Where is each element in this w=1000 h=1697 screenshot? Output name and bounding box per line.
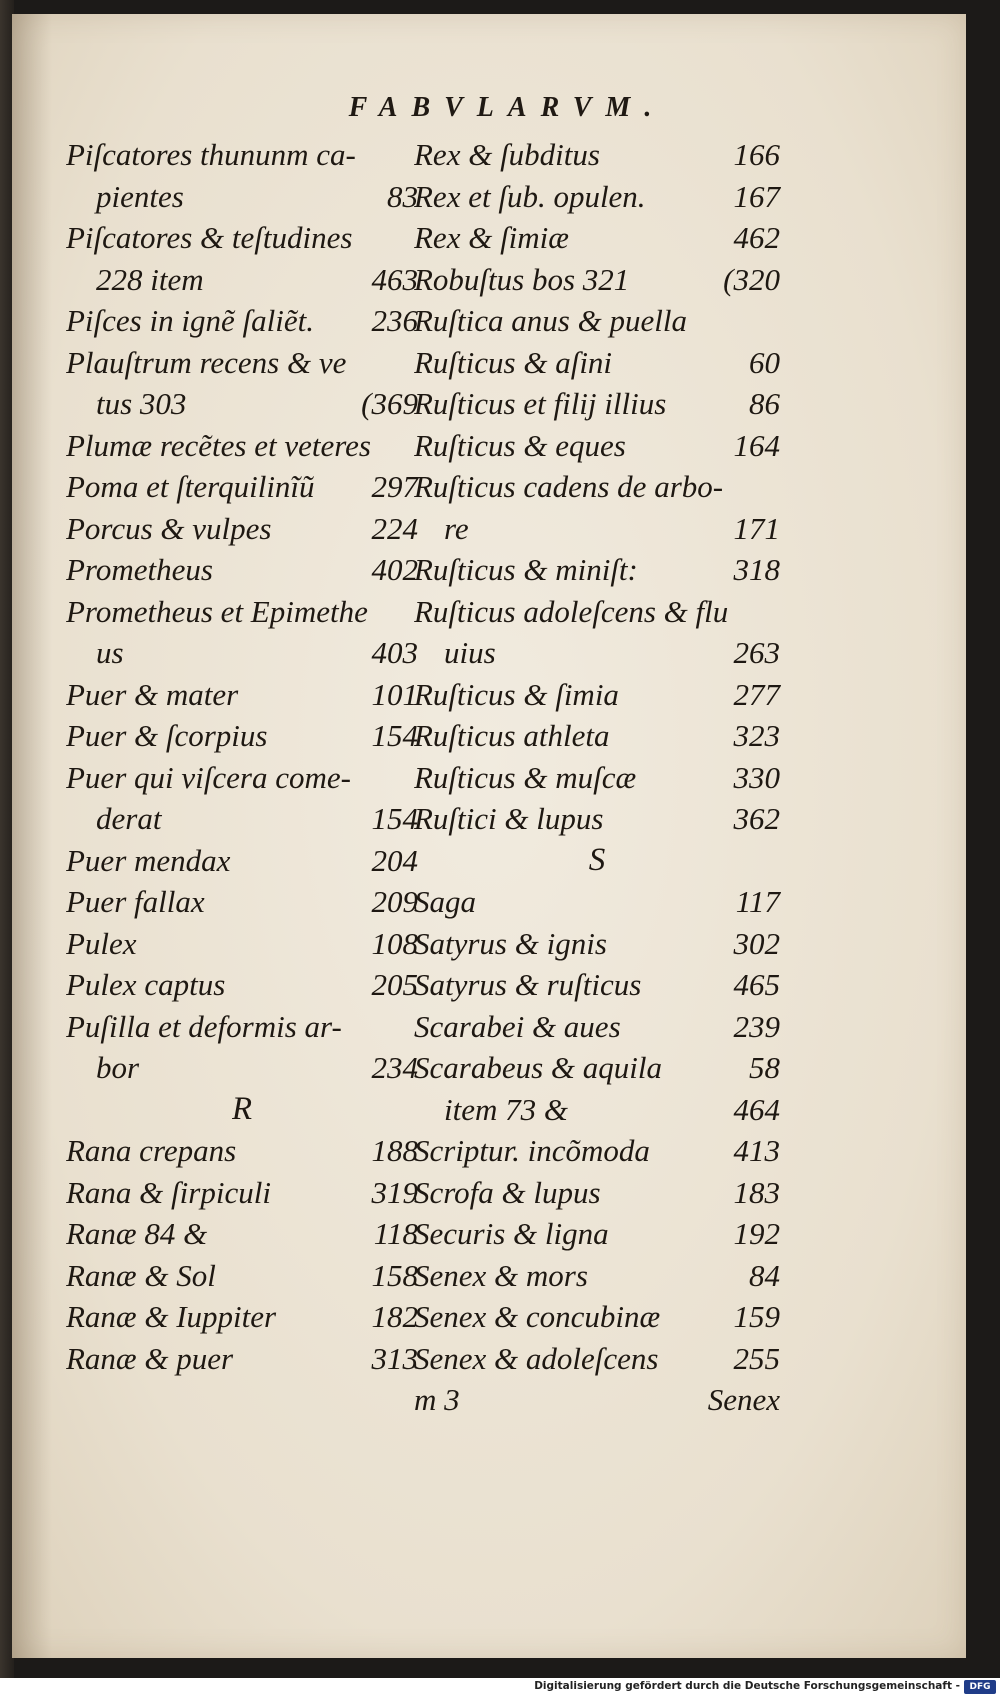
index-entry <box>66 1296 418 1338</box>
index-entry <box>66 176 418 218</box>
entry-title: Puer & ſcorpius <box>66 718 268 753</box>
entry-title: Poma et ſterquilinĩũ <box>66 469 315 504</box>
entry-page-number: 108 <box>371 925 418 961</box>
entry-page-number: 192 <box>733 1216 780 1251</box>
index-entry <box>66 674 418 716</box>
entry-title: re <box>444 510 469 546</box>
index-entry <box>414 300 780 342</box>
running-head: FABVLARVM. <box>348 92 666 123</box>
entry-title: Ranæ & Sol <box>66 1257 216 1293</box>
entry-title: Ranæ 84 & <box>66 1216 208 1251</box>
entry-title: Plumæ recẽtes et veteres <box>66 427 371 463</box>
entry-title: Scriptur. incõmoda <box>414 1133 650 1168</box>
entry-title: 228 item <box>96 261 204 297</box>
entry-title: Plauſtrum recens & ve <box>66 344 347 380</box>
index-entry <box>66 964 418 1006</box>
index-entry <box>66 1213 418 1255</box>
index-entry <box>414 1255 780 1297</box>
entry-title: Ruſticus cadens de arbo- <box>414 469 724 504</box>
index-entry <box>414 1379 780 1421</box>
entry-title: Pulex <box>66 925 137 961</box>
entry-title: uius <box>444 635 496 670</box>
section-letter <box>66 1089 418 1131</box>
entry-page-number: 58 <box>749 1050 780 1085</box>
entry-title: Satyrus & ignis <box>414 925 607 961</box>
entry-page-number: (369 <box>361 386 418 421</box>
entry-title: Ruſtica anus & puella <box>414 303 687 338</box>
index-entry <box>66 217 418 259</box>
entry-page-number: 234 <box>371 1050 418 1085</box>
entry-title: Satyrus & ruſticus <box>414 967 642 1002</box>
entry-title: tus 303 <box>96 386 187 421</box>
index-entry <box>414 383 780 425</box>
entry-page-number: 171 <box>733 510 780 546</box>
index-entry <box>414 1089 780 1131</box>
index-entry <box>414 176 780 218</box>
index-entry <box>414 923 780 965</box>
entry-page-number: 209 <box>371 884 418 919</box>
index-entry <box>414 1213 780 1255</box>
entry-title: Scarabei & aues <box>414 1008 621 1044</box>
entry-page-number: 402 <box>371 552 418 587</box>
gutter-shadow <box>12 14 52 1658</box>
entry-page-number: 277 <box>733 676 780 712</box>
index-entry <box>66 466 418 508</box>
index-entry <box>66 923 418 965</box>
section-letter-text: S <box>588 841 606 878</box>
entry-page-number: 323 <box>733 718 780 753</box>
entry-page-number: 403 <box>371 635 418 670</box>
index-entry <box>414 134 780 176</box>
entry-title: Piſcatores & teſtudines <box>66 220 353 255</box>
index-entry <box>66 425 418 467</box>
entry-title: Piſcatores thununm ca- <box>66 137 356 172</box>
entry-title: us <box>96 635 124 670</box>
index-entry <box>66 840 418 882</box>
entry-page-number: 183 <box>733 1174 780 1210</box>
entry-page-number: 205 <box>371 967 418 1002</box>
index-entry <box>414 466 780 508</box>
entry-page-number: 117 <box>735 884 780 919</box>
entry-page-number: 362 <box>733 801 780 836</box>
index-entry <box>66 508 418 550</box>
section-letter-text: R <box>231 1090 253 1127</box>
entry-page-number: 297 <box>371 469 418 504</box>
entry-page-number: 84 <box>749 1257 780 1293</box>
entry-title: item 73 & <box>444 1091 568 1127</box>
entry-title: derat <box>96 801 162 836</box>
index-entry <box>414 591 780 633</box>
entry-page-number: 239 <box>733 1008 780 1044</box>
section-letter <box>414 840 780 882</box>
entry-title: Ruſticus & muſcæ <box>414 759 637 795</box>
index-entry <box>66 1255 418 1297</box>
index-entry <box>66 591 418 633</box>
index-entry <box>66 881 418 923</box>
index-entry <box>414 632 780 674</box>
entry-page-number: 83 <box>387 178 418 214</box>
entry-title: Ruſticus et filij illius <box>414 386 667 421</box>
index-entry <box>66 757 418 799</box>
entry-title: Rana & ſirpiculi <box>66 1174 271 1210</box>
entry-page-number: 465 <box>733 967 780 1002</box>
entry-title: Pulex captus <box>66 967 226 1002</box>
index-entry <box>66 134 418 176</box>
index-entry <box>414 964 780 1006</box>
index-entry <box>66 1130 418 1172</box>
entry-title: Senex & adoleſcens <box>414 1340 659 1376</box>
entry-page-number: 118 <box>373 1216 418 1251</box>
entry-page-number: 158 <box>371 1257 418 1293</box>
entry-title: Ruſticus & aſini <box>414 344 613 380</box>
index-entry <box>414 881 780 923</box>
index-entry <box>414 798 780 840</box>
index-entry <box>414 259 780 301</box>
entry-title: Ruſticus athleta <box>414 718 610 753</box>
index-entry <box>66 300 418 342</box>
entry-title: Porcus & vulpes <box>66 510 272 546</box>
index-entry <box>414 1006 780 1048</box>
entry-title: Securis & ligna <box>414 1216 609 1251</box>
dfg-logo[interactable]: DFG <box>964 1680 996 1694</box>
entry-title: Senex & concubinæ <box>414 1299 661 1334</box>
entry-page-number: 319 <box>371 1174 418 1210</box>
entry-page-number: 159 <box>733 1299 780 1334</box>
entry-page-number: 236 <box>371 303 418 338</box>
entry-title: pientes <box>96 178 184 214</box>
entry-title: Ruſticus & miniſt: <box>414 552 638 587</box>
index-entry <box>66 342 418 384</box>
entry-title: Ruſticus & eques <box>414 427 626 463</box>
entry-title: Prometheus et Epimethe <box>66 593 368 629</box>
entry-page-number: 464 <box>733 1091 780 1127</box>
entry-title: Prometheus <box>66 552 213 587</box>
entry-page-number: 462 <box>733 220 780 255</box>
index-entry <box>414 1296 780 1338</box>
index-column-right <box>414 134 780 1421</box>
entry-title: Saga <box>414 884 476 919</box>
index-entry <box>66 1006 418 1048</box>
entry-page-number: 413 <box>733 1133 780 1168</box>
entry-title: Senex & mors <box>414 1257 588 1293</box>
entry-page-number: 86 <box>749 386 780 421</box>
entry-page-number: 154 <box>371 718 418 753</box>
entry-page-number: 167 <box>733 178 780 214</box>
entry-page-number: (320 <box>723 261 780 297</box>
entry-title: Scrofa & lupus <box>414 1174 601 1210</box>
entry-page-number: 255 <box>733 1340 780 1376</box>
entry-page-number: 302 <box>733 925 780 961</box>
entry-page-number: 204 <box>371 842 418 878</box>
entry-title: Ruſtici & lupus <box>414 801 604 836</box>
index-entry <box>414 342 780 384</box>
index-entry <box>414 1338 780 1380</box>
index-entry <box>414 1130 780 1172</box>
book-page <box>12 14 966 1658</box>
digitization-credit: Digitalisierung gefördert durch die Deutsche Forschungsgemeinschaft - <box>534 1680 960 1692</box>
entry-page-number: 60 <box>749 344 780 380</box>
index-entry <box>66 715 418 757</box>
entry-page-number: 263 <box>733 635 780 670</box>
index-entry <box>414 549 780 591</box>
entry-page-number: 182 <box>371 1299 418 1334</box>
index-entry <box>414 508 780 550</box>
index-entry <box>414 217 780 259</box>
entry-page-number: 224 <box>371 510 418 546</box>
index-entry <box>66 1338 418 1380</box>
entry-title: Piſces in ignẽ ſaliẽt. <box>66 303 314 338</box>
entry-page-number: 101 <box>371 676 418 712</box>
index-column-left <box>66 134 418 1379</box>
entry-page-number: 330 <box>733 759 780 795</box>
entry-page-number: 164 <box>733 427 780 463</box>
entry-title: Puer & mater <box>66 676 239 712</box>
entry-title: Ruſticus & ſimia <box>414 676 619 712</box>
entry-title: Ranæ & puer <box>66 1340 234 1376</box>
entry-page-number: 188 <box>371 1133 418 1168</box>
entry-title: Puſilla et deformis ar- <box>66 1008 342 1044</box>
entry-title: m 3 <box>414 1382 460 1417</box>
entry-page-number: 154 <box>371 801 418 836</box>
entry-page-number: 318 <box>733 552 780 587</box>
index-entry <box>66 798 418 840</box>
index-entry <box>66 1047 418 1089</box>
index-entry <box>414 674 780 716</box>
index-entry <box>414 1172 780 1214</box>
entry-title: bor <box>96 1050 140 1085</box>
index-entry <box>66 632 418 674</box>
index-entry <box>414 715 780 757</box>
index-entry <box>414 757 780 799</box>
index-entry <box>66 549 418 591</box>
entry-title: Robuſtus bos 321 <box>414 261 630 297</box>
entry-title: Puer qui viſcera come- <box>66 759 351 795</box>
entry-page-number: 463 <box>371 261 418 297</box>
entry-page-number: 166 <box>733 137 780 172</box>
entry-title: Rex et ſub. opulen. <box>414 178 646 214</box>
entry-title: Puer mendax <box>66 842 231 878</box>
index-entry <box>414 1047 780 1089</box>
index-entry <box>66 259 418 301</box>
entry-title: Ranæ & Iuppiter <box>66 1299 277 1334</box>
index-entry <box>414 425 780 467</box>
entry-title: Rex & ſimiæ <box>414 220 569 255</box>
index-entry <box>66 1172 418 1214</box>
entry-title: Rex & ſubditus <box>414 137 600 172</box>
index-entry <box>66 383 418 425</box>
entry-page-number: 313 <box>371 1340 418 1376</box>
entry-title: Puer fallax <box>66 884 205 919</box>
entry-title: Ruſticus adoleſcens & flu <box>414 593 729 629</box>
entry-title: Rana crepans <box>66 1133 237 1168</box>
entry-page-number: Senex <box>707 1382 780 1417</box>
entry-title: Scarabeus & aquila <box>414 1050 662 1085</box>
